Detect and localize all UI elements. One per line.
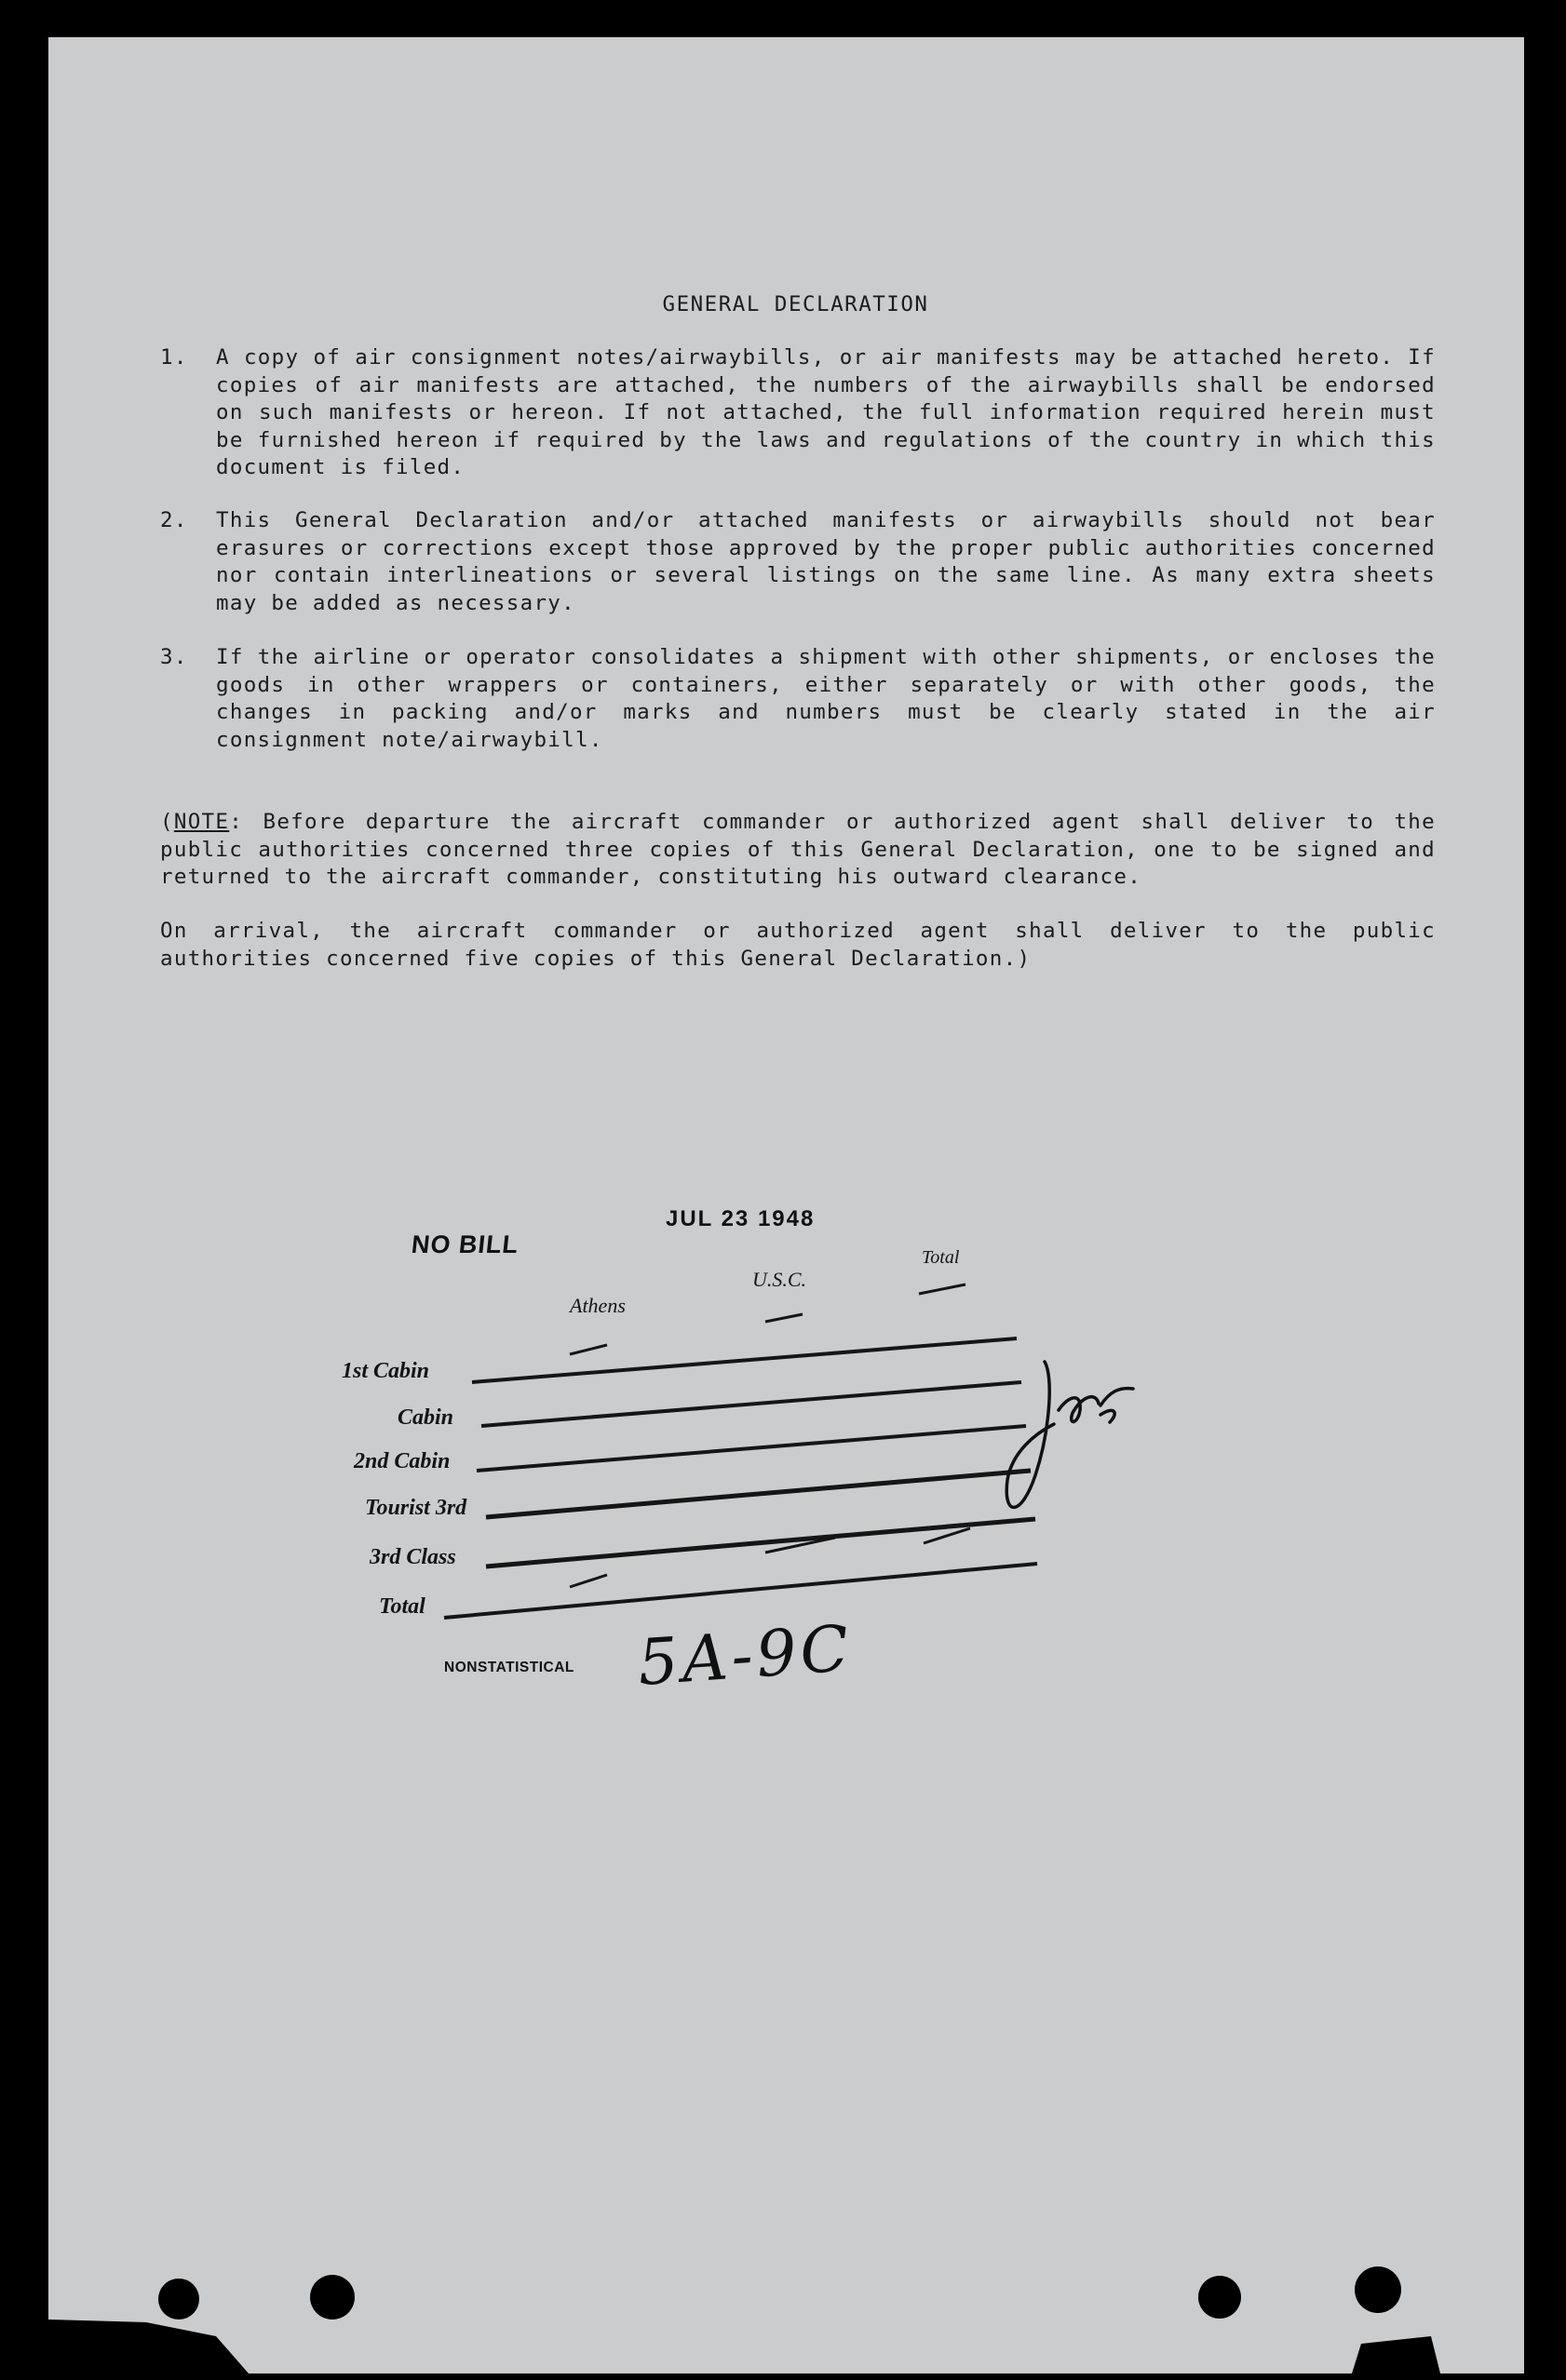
- item-text: A copy of air consignment notes/airwaybills, or air manifests may be attached hereto. If copies of air manifests are attached, the numbers of the airwaybills shall be endorsed on such manifests or hereon. If not attached, the full information required herein must be furnished hereon if required by the laws and regulations of the country in which this document is filed.: [216, 345, 1436, 479]
- stamp-tick: [765, 1314, 803, 1322]
- stamp-row-line: [477, 1426, 1026, 1471]
- document-page: [48, 37, 1524, 2373]
- note-text: : Before departure the aircraft commander or authorized agent shall deliver to the public authorities concerned three copies of this General Declaration, one to be signed and returned to the aircraft commander, constituting his outward clearance.: [160, 810, 1436, 889]
- item-text: If the airline or operator consolidates a shipment with other shipments, or encloses the goods in other wrappers or containers, either separately or with other goods, the changes in packing and/or marks and numbers must be clearly stated in the air consignment note/airwaybill.: [216, 645, 1436, 752]
- punch-hole: [158, 2279, 199, 2319]
- stamp-row-line: [472, 1338, 1017, 1382]
- item-number: 1.: [160, 345, 188, 370]
- item-text: This General Declaration and/or attached manifests or airwaybills should not bear erasures or corrections except those approved by the proper public authorities concerned nor contain interlineations or several listings on the same line. As many extra sheets may be added as necessary.: [216, 508, 1436, 615]
- stamp-row-label: Tourist 3rd: [365, 1496, 467, 1520]
- nonstatistical-stamp: NONSTATISTICAL: [444, 1660, 574, 1675]
- torn-corner: [48, 2319, 249, 2373]
- note-label: NOTE: [173, 810, 230, 834]
- stamp-row-label: 2nd Cabin: [354, 1449, 451, 1473]
- item-number: 2.: [160, 508, 188, 532]
- handwritten-code: 5A-9C: [635, 1612, 856, 1701]
- stamp-tick: [570, 1345, 607, 1354]
- stamp-row-label: Cabin: [398, 1405, 454, 1430]
- note-open-paren: (: [160, 810, 174, 834]
- stamp-row-line: [444, 1564, 1037, 1618]
- item-number: 3.: [160, 645, 188, 669]
- punch-hole: [310, 2275, 355, 2319]
- stamp-column-athens: Athens: [570, 1294, 626, 1317]
- stamp-column-total: Total: [922, 1247, 960, 1268]
- handwritten-initials-signature: [1006, 1362, 1133, 1507]
- stamp-row-label: 1st Cabin: [342, 1359, 430, 1383]
- punch-hole: [1198, 2276, 1241, 2319]
- no-bill-stamp: NO BILL: [410, 1230, 520, 1258]
- stamp-column-usc: U.S.C.: [752, 1268, 807, 1291]
- stamp-lines-and-marks: [48, 37, 1524, 2373]
- stamp-row-line: [486, 1471, 1031, 1517]
- stamp-row-line: [486, 1519, 1035, 1566]
- stamp-date: JUL 23 1948: [666, 1206, 816, 1231]
- hand-tick: [570, 1575, 607, 1587]
- stamp-row-line: [481, 1382, 1021, 1426]
- document-title: GENERAL DECLARATION: [662, 292, 929, 316]
- punch-hole: [1355, 2266, 1401, 2313]
- hand-tick: [924, 1528, 970, 1543]
- stamp-tick: [919, 1284, 965, 1294]
- stamp-row-label: Total: [379, 1594, 425, 1619]
- arrival-note: On arrival, the aircraft commander or authorized agent shall deliver to the public authorities concerned five copies of this General Declaration.): [160, 919, 1436, 971]
- torn-corner: [1352, 2336, 1440, 2373]
- stamp-row-label: 3rd Class: [370, 1545, 456, 1569]
